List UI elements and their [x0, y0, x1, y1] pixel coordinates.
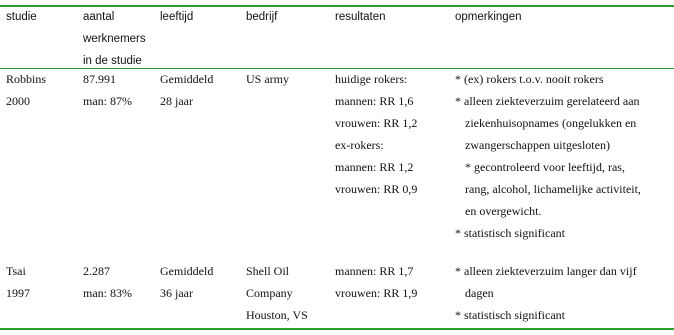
- row1-bedrijf: US army: [246, 72, 289, 86]
- row1-studie: Robbins 2000: [6, 72, 47, 108]
- header-bedrijf: bedrijf: [246, 11, 278, 23]
- header-studie: studie: [6, 11, 37, 23]
- row1-leeftijd: Gemiddeld 28 jaar: [160, 72, 214, 108]
- header-resultaten: resultaten: [335, 11, 386, 23]
- row1-aantal: 87.991 man: 87%: [83, 72, 132, 108]
- row1-resultaten: huidige rokers: mannen: RR 1,6 vrouwen: RR 1,2 ex-rokers: mannen: RR 1,2 vrouwen: RR 0,9: [335, 72, 418, 196]
- row2-opmerkingen: * alleen ziekteverzuim langer dan vijf dagen * statistisch significant: [455, 264, 637, 322]
- header-aantal-werknemers: aantal werknemers in de studie: [83, 11, 146, 67]
- header-leeftijd: leeftijd: [160, 11, 194, 23]
- row1-opmerkingen: * (ex) rokers t.o.v. nooit rokers * alleen ziekteverzuim gerelateerd aan ziekenhuisopnames (ongelukken en zwangerschappen uitgesloten) * gecontroleerd voor leeftijd, ras, rang, alcohol, lichamelijke activiteit, en overgewicht. * statistisch significant: [455, 72, 641, 240]
- row2-bedrijf: Shell Oil Company Houston, VS: [246, 264, 308, 322]
- row2-resultaten: mannen: RR 1,7 vrouwen: RR 1,9: [335, 264, 418, 300]
- table-bottom-rule: [0, 328, 674, 330]
- row2-studie: Tsai 1997: [6, 264, 30, 300]
- row2-aantal: 2.287 man: 83%: [83, 264, 132, 300]
- header-opmerkingen: opmerkingen: [455, 11, 522, 23]
- row2-leeftijd: Gemiddeld 36 jaar: [160, 264, 214, 300]
